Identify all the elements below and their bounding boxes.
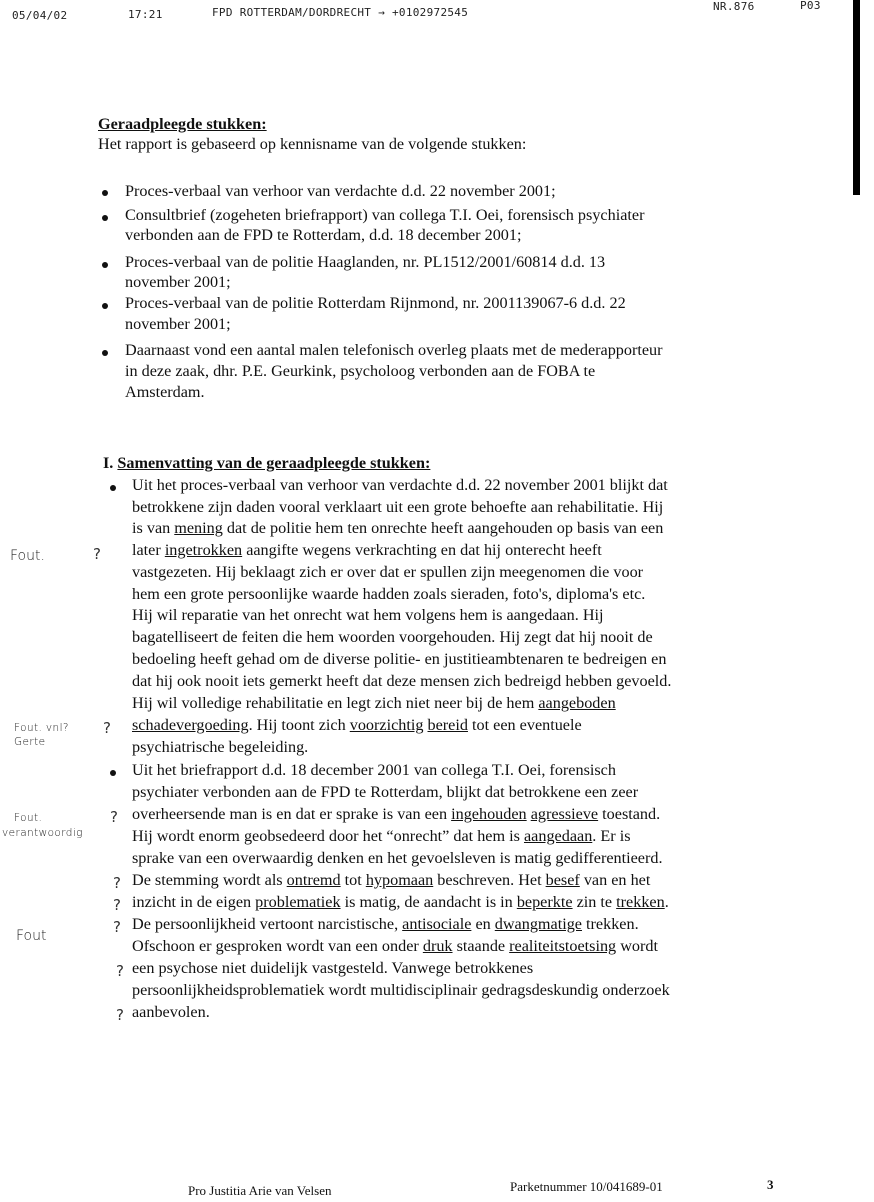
summary-1-line-4 [132, 540, 602, 560]
question-mark-icon: ? [113, 918, 121, 936]
text: inzicht in de eigen [132, 893, 256, 911]
underlined-text: dwangmatige [494, 915, 582, 933]
summary-heading-number: I. [103, 454, 114, 472]
summary-2-line-8 [132, 914, 639, 934]
text: Ofschoon er gesproken wordt van een onder [132, 937, 423, 955]
text: dat de politie hem ten onrechte heeft aangehouden op basis van een [222, 519, 664, 537]
summary-2-line-9 [132, 936, 658, 956]
summary-2-line-3 [132, 804, 660, 824]
underlined-text: besef [545, 871, 580, 889]
text: tot een eventuele [467, 716, 582, 734]
text: wordt [616, 937, 658, 955]
summary-1-line-13: psychiatrische begeleiding. [132, 738, 309, 756]
fax-number: NR.876 [713, 0, 755, 13]
footer-author: Pro Justitia Arie van Velsen [188, 1183, 332, 1198]
source-item-5-line-2: in deze zaak, dhr. P.E. Geurkink, psycholoog verbonden aan de FOBA te [125, 362, 596, 380]
source-item-4-line-1: Proces-verbaal van de politie Rotterdam Rijnmond, nr. 2001139067-6 d.d. 22 [125, 294, 626, 312]
text: beschreven. Het [433, 871, 546, 889]
source-item-5-line-3: Amsterdam. [125, 383, 205, 401]
underlined-text: ingetrokken [164, 541, 243, 559]
summary-heading-text: Samenvatting van de geraadpleegde stukken: [117, 454, 431, 472]
question-mark-icon: ? [103, 719, 111, 737]
summary-1-line-9: bedoeling heeft gehad om de diverse politie- en justitieambtenaren te bedreigen en [132, 650, 667, 668]
underlined-text: trekken [616, 893, 665, 911]
question-mark-icon: ? [116, 962, 124, 980]
underlined-text: voorzichtig [349, 716, 424, 734]
question-mark-icon: ? [113, 874, 121, 892]
text: staande [452, 937, 510, 955]
bullet-icon [110, 485, 116, 491]
underlined-text: beperkte [516, 893, 573, 911]
question-mark-icon: ? [116, 1006, 124, 1024]
text: van en het [579, 871, 651, 889]
text: later [132, 541, 165, 559]
source-item-1: Proces-verbaal van verhoor van verdachte d.d. 22 november 2001; [125, 182, 556, 200]
text: De stemming wordt als [132, 871, 287, 889]
underlined-text: agressieve [530, 805, 599, 823]
margin-note-fout-3-line-2: verantwoordig [2, 827, 83, 839]
source-item-3-line-2: november 2001; [125, 273, 231, 291]
footer-page-number: 3 [767, 1177, 774, 1192]
underlined-text: schadevergoeding [132, 716, 249, 734]
summary-1-line-10: dat hij ook nooit iets gemerkt heeft dat deze mensen zich bedreigd hebben gevoeld. [132, 672, 672, 690]
summary-2-line-12: aanbevolen. [132, 1003, 210, 1021]
text: zin te [572, 893, 617, 911]
underlined-text: ingehouden [451, 805, 527, 823]
sources-intro: Het rapport is gebaseerd op kennisname van de volgende stukken: [98, 135, 527, 153]
summary-1-line-2: betrokkene zijn daden vooral verklaart uit een grote behoefte aan rehabilitatie. Hij [132, 498, 664, 516]
bullet-icon [102, 190, 108, 196]
summary-1-line-3 [132, 518, 663, 538]
underlined-text: aangedaan [523, 827, 593, 845]
question-mark-icon: ? [113, 896, 121, 914]
text: . Hij toont zich [248, 716, 350, 734]
summary-2-line-7 [132, 892, 669, 912]
margin-note-fout-2-line-1: Fout. vnl? [14, 722, 69, 734]
underlined-text: antisociale [402, 915, 472, 933]
underlined-text: aangeboden [538, 694, 616, 712]
summary-2-line-6 [132, 870, 650, 890]
question-mark-icon: ? [93, 545, 101, 563]
text: . [664, 893, 669, 911]
source-item-5-line-1: Daarnaast vond een aantal malen telefonisch overleg plaats met de mederapporteur [125, 341, 663, 359]
bullet-icon [102, 215, 108, 221]
summary-2-line-5: sprake van een overwaardig denken en het gevoelsleven is matig gedifferentieerd. [132, 849, 663, 867]
text: is van [132, 519, 175, 537]
summary-2-line-11: persoonlijkheidsproblematiek wordt multidisciplinair gedragsdeskundig onderzoek [132, 981, 670, 999]
underlined-text: ontremd [286, 871, 341, 889]
sources-heading: Geraadpleegde stukken: [98, 115, 267, 133]
source-item-2-line-1: Consultbrief (zogeheten briefrapport) van collega T.I. Oei, forensisch psychiater [125, 206, 645, 224]
bullet-icon [102, 303, 108, 309]
text: De persoonlijkheid vertoont narcistische, [132, 915, 403, 933]
text: trekken. [581, 915, 639, 933]
fax-sender: FPD ROTTERDAM/DORDRECHT → +0102972545 [212, 6, 469, 19]
summary-1-line-1: Uit het proces-verbaal van verhoor van verdachte d.d. 22 november 2001 blijkt dat [132, 476, 668, 494]
source-item-2-line-2: verbonden aan de FPD te Rotterdam, d.d. 18 december 2001; [125, 226, 522, 244]
margin-note-fout-3-line-1: Fout. [14, 812, 43, 824]
margin-note-fout-1: Fout. [10, 548, 45, 564]
text: is matig, de aandacht is in [340, 893, 517, 911]
text: tot [340, 871, 366, 889]
footer-case-number: Parketnummer 10/041689-01 [510, 1179, 663, 1194]
summary-1-line-6: hem een grote persoonlijke waarde hadden zoals sieraden, foto's, diploma's etc. [132, 585, 646, 603]
underlined-text: realiteitstoetsing [509, 937, 617, 955]
text: aangifte wegens verkrachting en dat hij onterecht heeft [242, 541, 602, 559]
fax-date: 05/04/02 [12, 9, 68, 22]
bullet-icon [110, 770, 116, 776]
fax-page: P03 [800, 0, 821, 12]
source-item-4-line-2: november 2001; [125, 315, 231, 333]
text: toestand. [598, 805, 661, 823]
margin-note-fout-4: Fout [16, 928, 47, 944]
bullet-icon [102, 262, 108, 268]
summary-2-line-4 [132, 826, 631, 846]
text: Hij wordt enorm geobsedeerd door het “onrecht” dat hem is [132, 827, 524, 845]
summary-1-line-5: vastgezeten. Hij beklaagt zich er over dat er spullen zijn meegenomen die voor [132, 563, 644, 581]
question-mark-icon: ? [110, 808, 118, 826]
summary-heading [103, 453, 430, 473]
summary-1-line-12 [132, 715, 582, 735]
text: Hij wil volledige rehabilitatie en legt zich niet neer bij de hem [132, 694, 539, 712]
fax-time: 17:21 [128, 8, 163, 21]
underlined-text: druk [422, 937, 453, 955]
underlined-text: mening [174, 519, 223, 537]
summary-1-line-7: Hij wil reparatie van het onrecht wat hem volgens hem is aangedaan. Hij [132, 606, 604, 624]
summary-2-line-1: Uit het briefrapport d.d. 18 december 2001 van collega T.I. Oei, forensisch [132, 761, 616, 779]
text: en [471, 915, 495, 933]
summary-2-line-10: een psychose niet duidelijk vastgesteld. Vanwege betrokkenes [132, 959, 534, 977]
summary-1-line-11 [132, 693, 616, 713]
margin-note-fout-2-line-2: Gerte [14, 736, 46, 748]
source-item-3-line-1: Proces-verbaal van de politie Haaglanden, nr. PL1512/2001/60814 d.d. 13 [125, 253, 606, 271]
summary-2-line-2: psychiater verbonden aan de FPD te Rotterdam, blijkt dat betrokkene een zeer [132, 783, 639, 801]
summary-1-line-8: bagatelliseert de feiten die hem woorden voorgehouden. Hij zegt dat hij nooit de [132, 628, 653, 646]
underlined-text: bereid [427, 716, 468, 734]
bullet-icon [102, 350, 108, 356]
text: overheersende man is en dat er sprake is van een [132, 805, 452, 823]
text: . Er is [592, 827, 631, 845]
underlined-text: problematiek [255, 893, 341, 911]
underlined-text: hypomaan [365, 871, 434, 889]
